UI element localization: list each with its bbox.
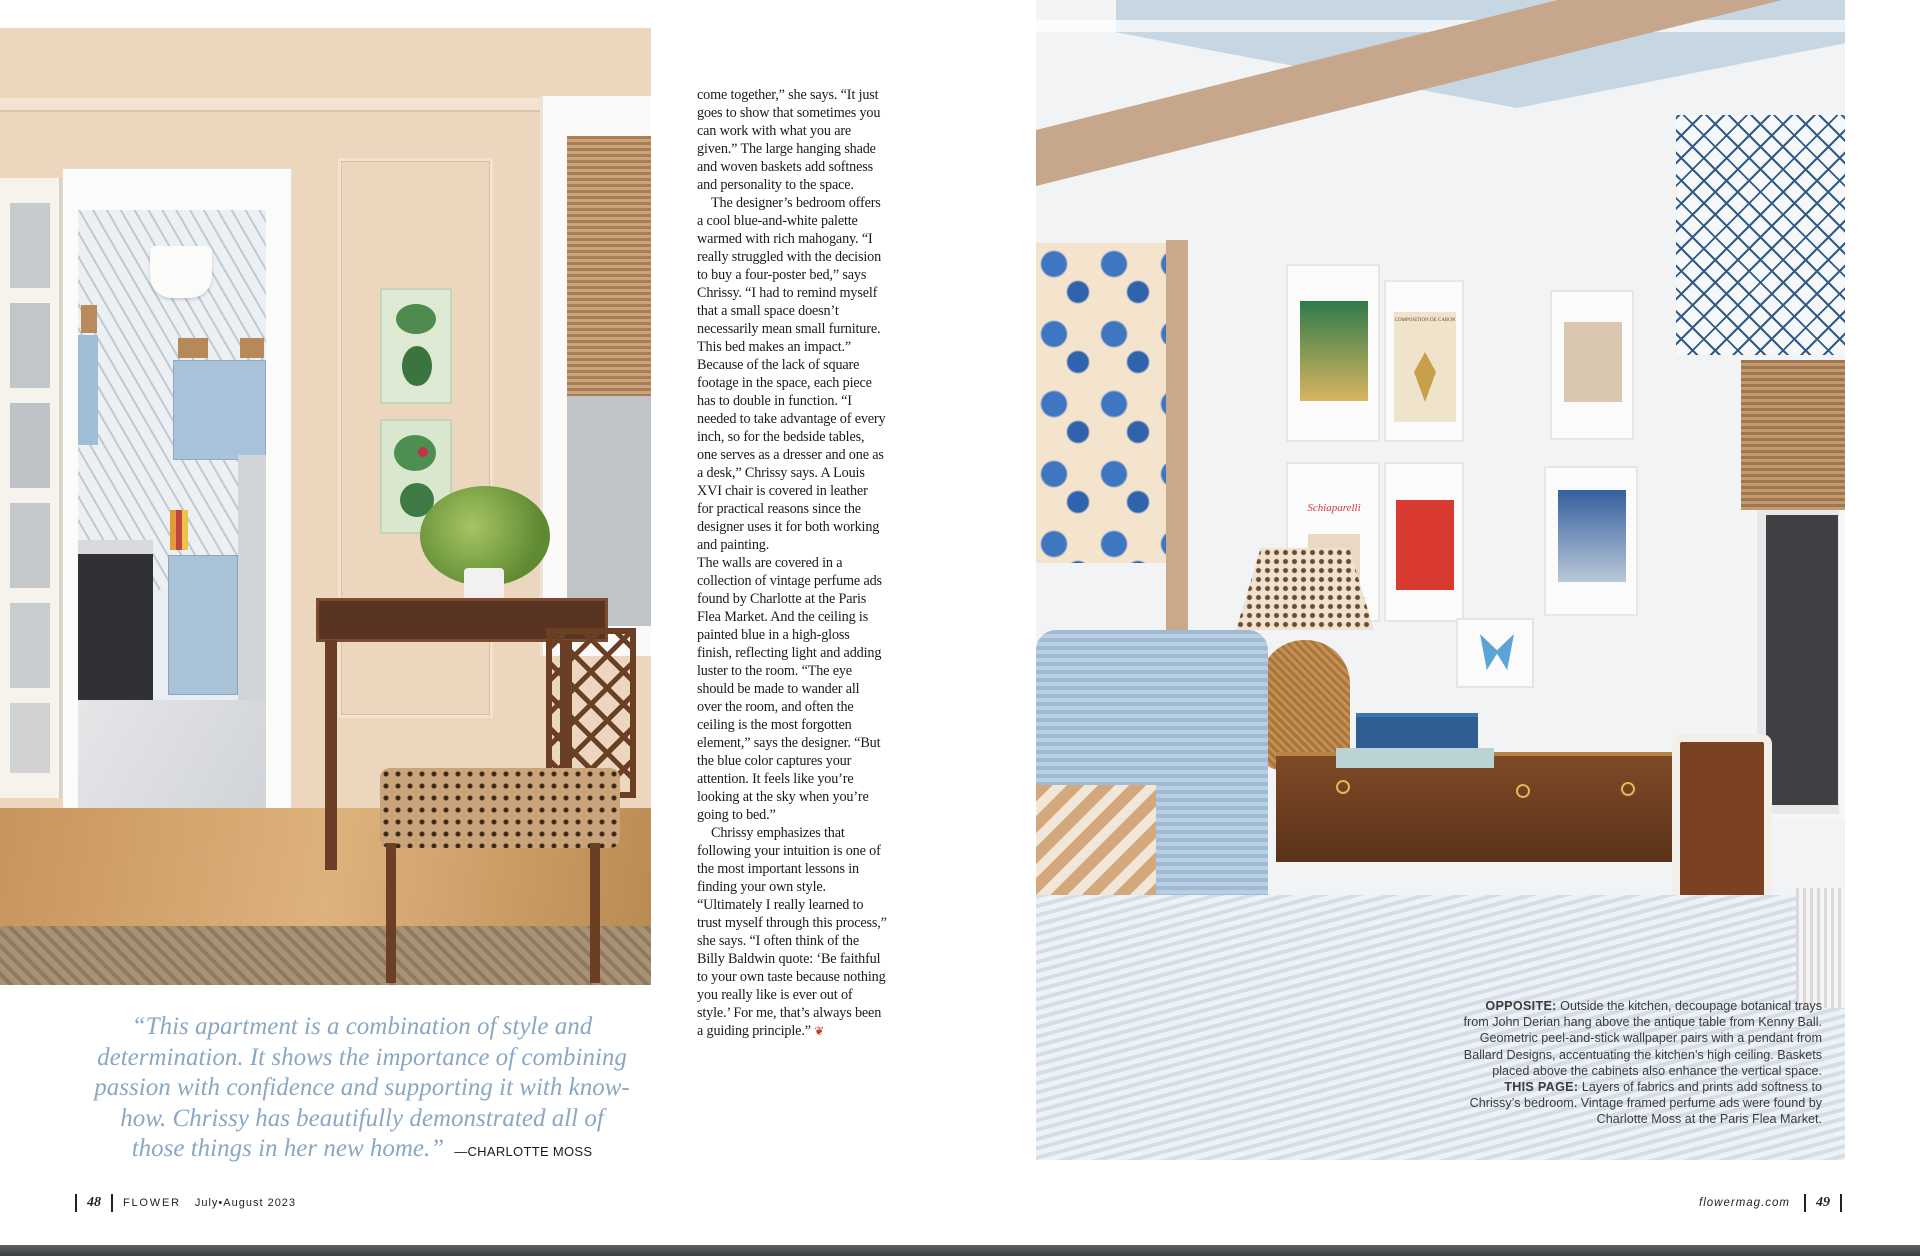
framed-perfume-ad: [1544, 466, 1638, 616]
folio-rule: [1804, 1194, 1806, 1212]
french-door: [0, 178, 62, 798]
botanical-tray-top: [380, 288, 452, 404]
website-url: flowermag.com: [1699, 1197, 1790, 1209]
pull-quote-text: “This apartment is a combination of style and determination. It shows the importance of combining passion with confidence and supporting it with know-how. Chrissy has beautifully demonstrated all of those things in her new home.”: [94, 1013, 630, 1162]
end-mark-icon: ❦: [814, 1024, 825, 1038]
framed-perfume-ad: [1384, 462, 1464, 622]
caption-this-page-label: THIS PAGE:: [1504, 1080, 1579, 1095]
pull-quote: [92, 1012, 632, 1168]
body-paragraph: [697, 824, 887, 1040]
framed-perfume-ad: [1286, 264, 1380, 442]
geometric-roman-shade: [1676, 115, 1845, 355]
campaign-desk: [1276, 752, 1686, 862]
folio-right: [1699, 1193, 1842, 1213]
bamboo-shade: [567, 136, 651, 396]
suzani-headboard: [1036, 243, 1171, 563]
pendant-shade: [150, 246, 212, 298]
folio-rule: [1840, 1194, 1842, 1212]
bamboo-shade-right: [1741, 360, 1845, 510]
photo-caption: [1460, 998, 1822, 1128]
body-paragraph: The walls are covered in a collection of vintage perfume ads found by Charlotte at the Paris Flea Market. And the ceiling is painted blue in a high-gloss finish, reflecting light and adding luster to the room. “The eye should be made to wander all over the room, and often the ceiling is the most forgotten element,” says the designer. “But the blue color captures your attention. It feels like you’re looking at the sky when you’re going to bed.”: [697, 555, 882, 823]
bedroom-photo: [1036, 0, 1845, 1160]
rug: [0, 926, 651, 985]
poster-text-caron: COMPOSITION DE CARON: [1394, 318, 1456, 323]
body-paragraph-text: Chrissy emphasizes that following your intuition is one of the most important lessons in finding your own style. “Ultimately I really learned to trust myself through this process,” she says. “I often think of the Billy Baldwin quote: ‘Be faithful to your own taste because nothing you really like is ever out of style.’ For me, that’s always been a guiding principle.”: [697, 825, 887, 1039]
kitchen-interior: [78, 210, 266, 848]
blue-lacquer-box: [1356, 713, 1478, 753]
butterfly-frame: [1456, 618, 1534, 688]
poster-text-schiaparelli: Schiaparelli: [1307, 502, 1361, 514]
caption-opposite-label: OPPOSITE:: [1485, 999, 1557, 1013]
folio-rule: [111, 1194, 113, 1212]
leopard-seat: [380, 768, 620, 848]
folio-rule: [75, 1194, 77, 1212]
pull-quote-attribution: —CHARLOTTE MOSS: [454, 1144, 593, 1159]
body-paragraph: The designer’s bedroom offers a cool blue-and-white palette warmed with rich mahogany. “I really struggled with the decision to buy a four-poster bed,” says Chrissy. “I had to remind myself that a small space doesn’t necessarily mean small furniture. This bed makes an impact.” Because of the lack of square footage in the space, each piece has to double in function. “I needed to take advantage of every inch, so for the bedside tables, one serves as a dresser and one as a desk,” Chrissy says. A Louis XVI chair is covered in leather for practical reasons since the designer uses it for both working and painting.: [697, 195, 886, 553]
blue-cabinets: [173, 360, 266, 460]
page-number-right: 49: [1816, 1195, 1830, 1210]
folio-left: [75, 1193, 296, 1213]
stove: [78, 550, 153, 725]
kitchen-dining-photo: [0, 28, 651, 985]
issue-date: July•August 2023: [194, 1197, 297, 1209]
framed-perfume-ad: [1550, 290, 1634, 440]
article-body-column: [697, 86, 887, 1040]
framed-perfume-ad: [1384, 280, 1464, 442]
caption-this-page-text: Layers of fabrics and prints add softness to Chrissy’s bedroom. Vintage framed perfume ads were found by Charlotte Moss at the Paris Flea Market.: [1469, 1080, 1822, 1127]
body-paragraph: come together,” she says. “It just goes to show that sometimes you can work with what you are given.” The large hanging shade and woven baskets add softness and personality to the space.: [697, 87, 881, 193]
caption-opposite-text: Outside the kitchen, decoupage botanical trays from John Derian hang above the antique table from Kenny Ball. Geometric peel-and-stick wallpaper pairs with a pendant from Ballard Designs, accentuating the kitchen’s high ceiling. Baskets placed above the cabinets also enhance the vertical space.: [1463, 999, 1822, 1078]
viewer-bottom-bar: [0, 1245, 1920, 1256]
page-number-left: 48: [87, 1195, 101, 1210]
magazine-name: FLOWER: [123, 1197, 181, 1209]
